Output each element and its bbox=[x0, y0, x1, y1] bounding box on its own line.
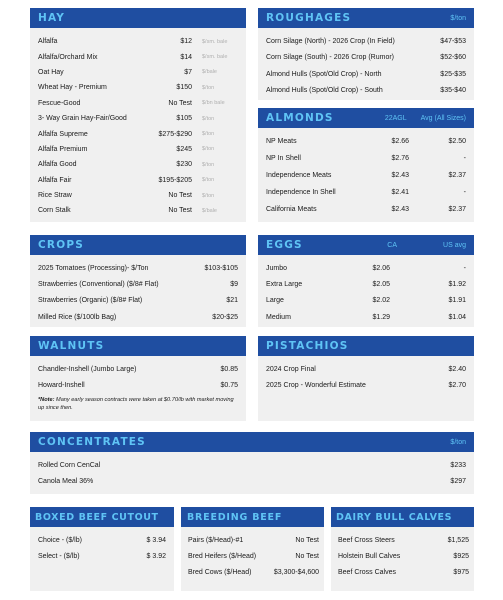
item-label: 2025 Crop - Wonderful Estimate bbox=[266, 381, 366, 389]
eggs-row bbox=[266, 260, 466, 276]
item-value: No Test bbox=[168, 207, 192, 215]
almonds-rows bbox=[258, 128, 474, 218]
eggs-col2-header: US avg bbox=[443, 241, 466, 249]
item-value-ca: $2.02 bbox=[372, 297, 390, 305]
dairy-bull-calves-rows bbox=[331, 527, 474, 581]
pistachios-panel bbox=[258, 336, 474, 421]
walnuts-header bbox=[30, 336, 246, 356]
item-unit: $/bale bbox=[202, 69, 217, 76]
item-value: $47-$53 bbox=[440, 37, 466, 45]
item-unit: $/sm. bale bbox=[202, 54, 228, 61]
item-value: $297 bbox=[450, 478, 466, 486]
eggs-header bbox=[258, 235, 474, 255]
item-label: Alfalfa Fair bbox=[38, 176, 72, 184]
almonds-row bbox=[266, 133, 466, 150]
walnuts-row bbox=[38, 377, 238, 393]
breeding-beef-row bbox=[188, 565, 319, 581]
item-label: Alfalfa Supreme bbox=[38, 130, 88, 138]
boxed-beef-header bbox=[30, 507, 174, 527]
roughages-title: ROUGHAGES bbox=[266, 12, 352, 24]
roughages-row bbox=[266, 66, 466, 83]
pistachios-title: PISTACHIOS bbox=[266, 340, 349, 352]
note-label: *Note: bbox=[38, 396, 55, 403]
item-unit: $/bale bbox=[202, 207, 217, 214]
boxed-beef-panel bbox=[30, 507, 174, 591]
eggs-rows bbox=[258, 255, 474, 325]
item-label: NP Meats bbox=[266, 138, 297, 145]
item-label: Choice - ($/lb) bbox=[38, 536, 82, 544]
item-label: Rice Straw bbox=[38, 192, 72, 200]
boxed-beef-title: BOXED BEEF CUTOUT bbox=[35, 511, 159, 523]
item-value: $9 bbox=[230, 280, 238, 288]
item-label: Rolled Corn CenCal bbox=[38, 461, 101, 469]
item-value: $0.75 bbox=[220, 381, 238, 389]
item-label: California Meats bbox=[266, 206, 317, 213]
roughages-unit: $/ton bbox=[450, 14, 466, 22]
item-label: Pairs ($/Head)-#1 bbox=[188, 536, 244, 544]
item-value: $20-$25 bbox=[212, 313, 238, 321]
item-label: Alfalfa Good bbox=[38, 161, 77, 169]
walnuts-panel bbox=[30, 336, 246, 421]
roughages-rows bbox=[258, 28, 474, 99]
eggs-row bbox=[266, 309, 466, 325]
item-value: $975 bbox=[453, 569, 469, 577]
item-label: Alfalfa/Orchard Mix bbox=[38, 53, 98, 61]
item-label: Beef Cross Steers bbox=[338, 536, 395, 544]
item-unit: $/ton bbox=[202, 131, 215, 138]
roughages-row bbox=[266, 83, 466, 100]
breeding-beef-row bbox=[188, 532, 319, 548]
item-value-avg: $2.37 bbox=[448, 206, 466, 213]
item-unit: $/ton bbox=[202, 161, 215, 168]
item-value-22agl: $2.43 bbox=[391, 172, 409, 179]
item-label: Strawberries (Conventional) ($/8# Flat) bbox=[38, 280, 159, 288]
boxed-beef-row bbox=[38, 548, 166, 564]
item-value-us: - bbox=[463, 264, 466, 272]
item-label: Select - ($/lb) bbox=[38, 552, 80, 560]
item-label: Beef Cross Calves bbox=[338, 569, 396, 577]
item-label: Corn Stalk bbox=[38, 207, 71, 215]
item-value: $245 bbox=[176, 145, 192, 153]
hay-row bbox=[38, 34, 238, 49]
item-value: $2.40 bbox=[448, 365, 466, 373]
item-label: Almond Hulls (Spot/Old Crop) - South bbox=[266, 87, 383, 95]
item-label: Extra Large bbox=[266, 280, 303, 288]
item-value: $35-$40 bbox=[440, 87, 466, 95]
item-value: $195-$205 bbox=[158, 176, 192, 184]
hay-row bbox=[38, 80, 238, 95]
item-label: 2024 Crop Final bbox=[266, 365, 316, 373]
crops-panel bbox=[30, 235, 246, 327]
concentrates-row bbox=[38, 457, 466, 474]
eggs-title: EGGS bbox=[266, 239, 303, 251]
breeding-beef-row bbox=[188, 548, 319, 564]
item-label: 3- Way Grain Hay-Fair/Good bbox=[38, 115, 127, 123]
item-value: $52-$60 bbox=[440, 54, 466, 62]
breeding-beef-panel bbox=[181, 507, 324, 591]
walnuts-title: WALNUTS bbox=[38, 340, 105, 352]
item-value: $7 bbox=[184, 68, 192, 76]
item-label: Independence In Shell bbox=[266, 189, 336, 196]
item-label: NP In Shell bbox=[266, 155, 301, 162]
item-label: Medium bbox=[266, 313, 291, 321]
almonds-panel bbox=[258, 108, 474, 222]
concentrates-header bbox=[30, 432, 474, 452]
concentrates-panel bbox=[30, 432, 474, 494]
item-value: $3,300-$4,600 bbox=[273, 569, 319, 577]
breeding-beef-rows bbox=[181, 527, 324, 581]
item-value-22agl: $2.66 bbox=[391, 138, 409, 145]
item-label: Almond Hulls (Spot/Old Crop) - North bbox=[266, 70, 382, 78]
item-label: Strawberries (Organic) ($/8# Flat) bbox=[38, 297, 143, 305]
hay-row bbox=[38, 188, 238, 203]
item-label: Fescue-Good bbox=[38, 99, 81, 107]
concentrates-row bbox=[38, 474, 466, 491]
item-value-ca: $1.29 bbox=[372, 313, 390, 321]
dairy-bull-calves-row bbox=[338, 565, 469, 581]
item-label: Holstein Bull Calves bbox=[338, 552, 401, 560]
item-value: $275-$290 bbox=[158, 130, 192, 138]
item-value-avg: - bbox=[463, 189, 466, 196]
item-label: 2025 Tomatoes (Processing)- $/Ton bbox=[38, 264, 149, 272]
hay-title: HAY bbox=[38, 12, 66, 24]
eggs-row bbox=[266, 293, 466, 309]
pistachios-rows bbox=[258, 356, 474, 394]
item-value: No Test bbox=[295, 536, 319, 544]
walnuts-note bbox=[30, 394, 246, 412]
roughages-row bbox=[266, 33, 466, 50]
almonds-row bbox=[266, 167, 466, 184]
almonds-row bbox=[266, 201, 466, 218]
item-unit: $/ton bbox=[202, 192, 215, 199]
item-value: $ 3.94 bbox=[146, 536, 166, 544]
item-value-avg: - bbox=[463, 155, 466, 162]
crops-row bbox=[38, 276, 238, 292]
hay-row bbox=[38, 49, 238, 64]
eggs-col1-header: CA bbox=[387, 241, 398, 249]
crops-row bbox=[38, 293, 238, 309]
item-unit: $/ton bbox=[202, 146, 215, 153]
crops-title: CROPS bbox=[38, 239, 84, 251]
item-label: Corn Silage (North) - 2026 Crop (In Field) bbox=[266, 37, 395, 45]
item-unit: $/ton bbox=[202, 115, 215, 122]
dairy-bull-calves-row bbox=[338, 548, 469, 564]
concentrates-title: CONCENTRATES bbox=[38, 436, 146, 448]
item-label: Alfalfa Premium bbox=[38, 145, 88, 153]
item-value: $2.70 bbox=[448, 381, 466, 389]
note-text: Many early season contracts were taken at $0.70/lb with market moving up since then. bbox=[38, 396, 234, 411]
almonds-row bbox=[266, 150, 466, 167]
pistachios-row bbox=[266, 377, 466, 393]
item-label: Oat Hay bbox=[38, 68, 64, 76]
item-value: No Test bbox=[295, 552, 319, 560]
item-value-avg: $2.37 bbox=[448, 172, 466, 179]
hay-row bbox=[38, 173, 238, 188]
walnuts-row bbox=[38, 361, 238, 377]
hay-row bbox=[38, 203, 238, 218]
hay-row bbox=[38, 142, 238, 157]
pistachios-header bbox=[258, 336, 474, 356]
item-value: $233 bbox=[450, 461, 466, 469]
hay-row bbox=[38, 111, 238, 126]
hay-row bbox=[38, 126, 238, 141]
item-value: $150 bbox=[176, 84, 192, 92]
item-unit: $/sm. bale bbox=[202, 38, 228, 45]
dairy-bull-calves-title: DAIRY BULL CALVES bbox=[336, 511, 453, 523]
item-value-22agl: $2.43 bbox=[391, 206, 409, 213]
item-label: Milled Rice ($/100lb Bag) bbox=[38, 313, 117, 321]
item-value-ca: $2.05 bbox=[372, 280, 390, 288]
almonds-row bbox=[266, 184, 466, 201]
item-value: $21 bbox=[226, 297, 238, 305]
item-label: Large bbox=[266, 297, 284, 305]
roughages-panel bbox=[258, 8, 474, 100]
almonds-header bbox=[258, 108, 474, 128]
item-value: $25-$35 bbox=[440, 70, 466, 78]
item-value-ca: $2.06 bbox=[372, 264, 390, 272]
item-value-22agl: $2.76 bbox=[391, 155, 409, 162]
almonds-title: ALMONDS bbox=[266, 112, 334, 124]
roughages-header bbox=[258, 8, 474, 28]
almonds-col-headers bbox=[385, 115, 466, 122]
item-value-avg: $2.50 bbox=[448, 138, 466, 145]
eggs-col-headers bbox=[387, 242, 466, 249]
crops-row bbox=[38, 309, 238, 325]
breeding-beef-header bbox=[181, 507, 324, 527]
crops-row bbox=[38, 260, 238, 276]
dairy-bull-calves-panel bbox=[331, 507, 474, 591]
item-value: $12 bbox=[180, 38, 192, 46]
hay-rows bbox=[30, 28, 246, 219]
boxed-beef-rows bbox=[30, 527, 174, 565]
item-unit: $/ton bbox=[202, 84, 215, 91]
item-value-us: $1.04 bbox=[448, 313, 466, 321]
item-value-22agl: $2.41 bbox=[391, 189, 409, 196]
item-label: Corn Silage (South) - 2026 Crop (Rumor) bbox=[266, 54, 394, 62]
item-unit: $/bn bale bbox=[202, 100, 225, 107]
item-value: $14 bbox=[180, 53, 192, 61]
item-value: $925 bbox=[453, 552, 469, 560]
concentrates-unit: $/ton bbox=[450, 438, 466, 446]
item-label: Chandler-Inshell (Jumbo Large) bbox=[38, 365, 137, 373]
eggs-row bbox=[266, 276, 466, 292]
item-unit: $/ton bbox=[202, 177, 215, 184]
item-label: Wheat Hay - Premium bbox=[38, 84, 107, 92]
almonds-col2-header: Avg (All Sizes) bbox=[420, 114, 466, 122]
crops-rows bbox=[30, 255, 246, 325]
eggs-panel bbox=[258, 235, 474, 327]
item-value-us: $1.91 bbox=[448, 297, 466, 305]
item-label: Canola Meal 36% bbox=[38, 478, 94, 486]
roughages-row bbox=[266, 50, 466, 67]
concentrates-rows bbox=[30, 452, 474, 490]
breeding-beef-title: BREEDING BEEF bbox=[187, 511, 283, 523]
dairy-bull-calves-header bbox=[331, 507, 474, 527]
item-label: Howard-Inshell bbox=[38, 381, 85, 389]
item-value: No Test bbox=[168, 99, 192, 107]
item-label: Jumbo bbox=[266, 264, 288, 272]
almonds-col1-header: 22AGL bbox=[384, 114, 407, 122]
crops-header bbox=[30, 235, 246, 255]
item-label: Bred Cows ($/Head) bbox=[188, 569, 252, 577]
boxed-beef-row bbox=[38, 532, 166, 548]
hay-row bbox=[38, 157, 238, 172]
pistachios-row bbox=[266, 361, 466, 377]
walnuts-rows bbox=[30, 356, 246, 394]
item-label: Independence Meats bbox=[266, 172, 332, 179]
item-label: Bred Heifers ($/Head) bbox=[188, 552, 257, 560]
hay-panel bbox=[30, 8, 246, 222]
item-value: $105 bbox=[176, 115, 192, 123]
item-label: Alfalfa bbox=[38, 38, 58, 46]
item-value: $ 3.92 bbox=[146, 552, 166, 560]
item-value-us: $1.92 bbox=[448, 280, 466, 288]
dairy-bull-calves-row bbox=[338, 532, 469, 548]
item-value: $1,525 bbox=[447, 536, 469, 544]
item-value: $0.85 bbox=[220, 365, 238, 373]
hay-row bbox=[38, 96, 238, 111]
item-value: No Test bbox=[168, 192, 192, 200]
item-value: $230 bbox=[176, 161, 192, 169]
item-value: $103-$105 bbox=[204, 264, 238, 272]
hay-header bbox=[30, 8, 246, 28]
hay-row bbox=[38, 65, 238, 80]
